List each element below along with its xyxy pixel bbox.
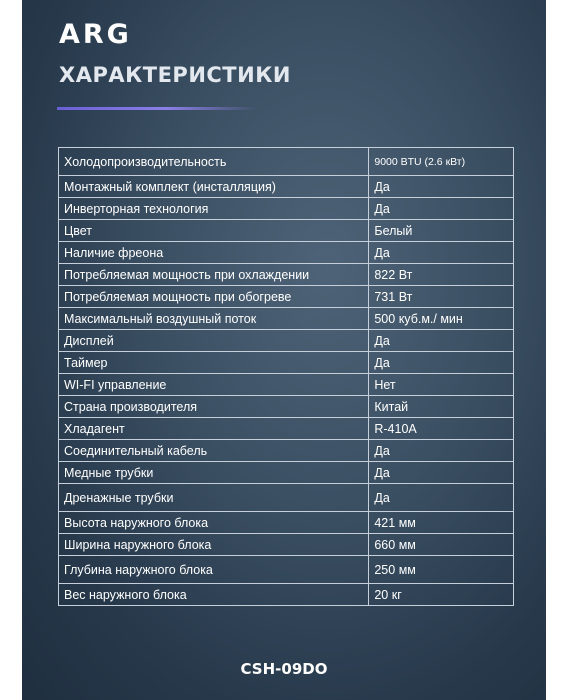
spec-value: 500 куб.м./ мин (369, 308, 514, 330)
title-underline (57, 107, 257, 110)
spec-name: Ширина наружного блока (59, 534, 369, 556)
table-row (59, 440, 514, 462)
spec-value: Белый (369, 220, 514, 242)
spec-value: Да (369, 440, 514, 462)
spec-name: Медные трубки (59, 462, 369, 484)
spec-value: Китай (369, 396, 514, 418)
spec-name: Вес наружного блока (59, 584, 369, 606)
spec-value: 822 Вт (369, 264, 514, 286)
spec-value: 731 Вт (369, 286, 514, 308)
spec-value: Нет (369, 374, 514, 396)
spec-name: Страна производителя (59, 396, 369, 418)
spec-value: Да (369, 330, 514, 352)
spec-value: Да (369, 352, 514, 374)
spec-value: R-410A (369, 418, 514, 440)
brand-logo: ARG (59, 19, 132, 50)
spec-value: Да (369, 198, 514, 220)
spec-value: Да (369, 462, 514, 484)
table-row (59, 512, 514, 534)
spec-name: Высота наружного блока (59, 512, 369, 534)
spec-name: Холодопроизводительность (59, 148, 369, 176)
spec-sheet-card (22, 0, 546, 700)
spec-name: Инверторная технология (59, 198, 369, 220)
spec-value: 660 мм (369, 534, 514, 556)
specs-table (58, 147, 514, 606)
spec-name: Потребляемая мощность при охлаждении (59, 264, 369, 286)
spec-name: Дренажные трубки (59, 484, 369, 512)
table-row (59, 264, 514, 286)
spec-name: Максимальный воздушный поток (59, 308, 369, 330)
table-row (59, 396, 514, 418)
spec-name: Дисплей (59, 330, 369, 352)
spec-name: Монтажный комплект (инсталляция) (59, 176, 369, 198)
table-row (59, 176, 514, 198)
spec-name: Потребляемая мощность при обогреве (59, 286, 369, 308)
table-row (59, 352, 514, 374)
spec-name: Соединительный кабель (59, 440, 369, 462)
table-row (59, 308, 514, 330)
spec-name: Цвет (59, 220, 369, 242)
table-row (59, 584, 514, 606)
spec-value: 9000 BTU (2.6 кВт) (369, 148, 514, 176)
table-row (59, 374, 514, 396)
spec-value: 20 кг (369, 584, 514, 606)
spec-value: Да (369, 242, 514, 264)
spec-name: Хладагент (59, 418, 369, 440)
table-row (59, 220, 514, 242)
table-row (59, 330, 514, 352)
table-row (59, 484, 514, 512)
table-row (59, 418, 514, 440)
page-title: ХАРАКТЕРИСТИКИ (59, 63, 291, 87)
table-row (59, 534, 514, 556)
spec-name: WI-FI управление (59, 374, 369, 396)
table-row (59, 148, 514, 176)
spec-name: Глубина наружного блока (59, 556, 369, 584)
spec-name: Таймер (59, 352, 369, 374)
spec-value: Да (369, 484, 514, 512)
spec-value: 421 мм (369, 512, 514, 534)
table-row (59, 556, 514, 584)
model-number: CSH-09DO (240, 660, 328, 678)
table-row (59, 286, 514, 308)
spec-value: Да (369, 176, 514, 198)
spec-name: Наличие фреона (59, 242, 369, 264)
table-row (59, 198, 514, 220)
table-row (59, 242, 514, 264)
spec-value: 250 мм (369, 556, 514, 584)
table-row (59, 462, 514, 484)
